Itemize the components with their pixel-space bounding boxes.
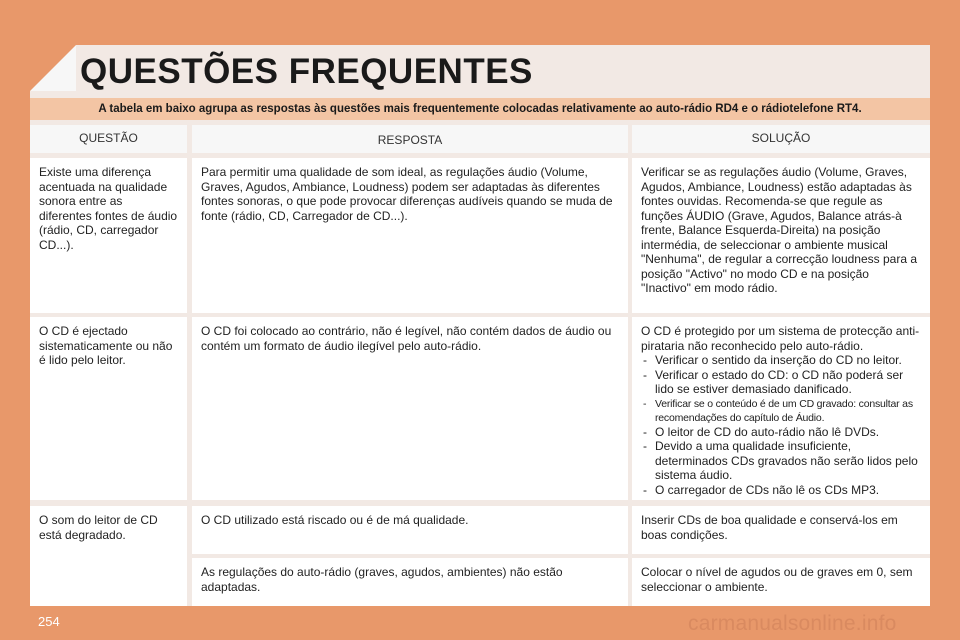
solution-list bbox=[641, 353, 921, 497]
table-row-3-solution-1 bbox=[632, 506, 930, 554]
page-subtitle: A tabela em baixo agrupa as respostas às questões mais frequentemente colocadas relativamente ao auto-rádio RD4 e o rádiotelefone RT4. bbox=[30, 98, 930, 120]
answer-text: As regulações do auto-rádio (graves, agudos, ambientes) não estão adaptadas. bbox=[201, 565, 563, 594]
header-question-label: QUESTÃO bbox=[79, 131, 138, 145]
answer-text: Para permitir uma qualidade de som ideal, as regulações áudio (Volume, Graves, Agudos, Ambiance, Loudness) podem ser adaptadas às diferentes fontes sonoras, o que pode provocar diferenças audíveis quando se muda de fonte (rádio, CD, Carregador de CD...). bbox=[201, 165, 613, 223]
header-solution-label: SOLUÇÃO bbox=[751, 131, 811, 145]
table-row-3-answer-1 bbox=[192, 506, 628, 554]
table-row-1-solution bbox=[632, 158, 930, 313]
solution-text: Inserir CDs de boa qualidade e conservá-los em boas condições. bbox=[641, 513, 898, 542]
question-text: O som do leitor de CD está degradado. bbox=[39, 513, 158, 542]
table-row-2-solution bbox=[632, 317, 930, 500]
header-solution bbox=[632, 125, 930, 153]
answer-text: O CD foi colocado ao contrário, não é legível, não contém dados de áudio ou contém um formato de áudio ilegível pelo auto-rádio. bbox=[201, 324, 612, 353]
question-text: O CD é ejectado sistematicamente ou não é lido pelo leitor. bbox=[39, 324, 173, 367]
list-item: - O leitor de CD do auto-rádio não lê DVDs. bbox=[641, 425, 921, 440]
list-item: - Verificar o estado do CD: o CD não poderá ser lido se estiver demasiado danificado. bbox=[641, 368, 921, 397]
table-row-1-question bbox=[30, 158, 187, 313]
page-title: QUESTÕES FREQUENTES bbox=[80, 52, 533, 91]
watermark: carmanualsonline.info bbox=[688, 612, 897, 635]
header-answer-label: RESPOSTA bbox=[377, 133, 443, 147]
list-item: - Devido a uma qualidade insuficiente, determinados CDs gravados não serão lidos pelo sistema áudio. bbox=[641, 439, 921, 483]
list-item: - O carregador de CDs não lê os CDs MP3. bbox=[641, 483, 921, 498]
solution-text: Verificar se as regulações áudio (Volume, Graves, Agudos, Ambiance, Loudness) estão adaptadas às fontes ouvidas. Recomenda-se que regule as funções ÁUDIO (Grave, Agudos, Balance atrás-à frente, Balance Esquerda-Direita) na posição intermédia, de seleccionar o ambiente musical "Nenhuma", de regular a correcção loudness para a posição "Activo" no modo CD e na posição "Inactivo" em modo rádio. bbox=[641, 165, 918, 295]
header-answer bbox=[192, 125, 628, 153]
solution-text: Colocar o nível de agudos ou de graves em 0, sem seleccionar o ambiente. bbox=[641, 565, 913, 594]
table-row-3-answer-2 bbox=[192, 558, 628, 606]
table-row-3-question bbox=[30, 506, 187, 606]
table-row-2-answer bbox=[192, 317, 628, 500]
list-item: - Verificar o sentido da inserção do CD no leitor. bbox=[641, 353, 921, 368]
page-corner-cut bbox=[30, 45, 76, 91]
question-text: Existe uma diferença acentuada na qualidade sonora entre as diferentes fontes de áudio (rádio, CD, carregador CD...). bbox=[39, 165, 178, 252]
page-number: 254 bbox=[38, 614, 60, 629]
solution-intro: O CD é protegido por um sistema de protecção anti-pirataria não reconhecido pelo auto-rádio. bbox=[641, 324, 920, 353]
answer-text: O CD utilizado está riscado ou é de má qualidade. bbox=[201, 513, 469, 527]
table-row-3-solution-2 bbox=[632, 558, 930, 606]
table-row-1-answer bbox=[192, 158, 628, 313]
header-question bbox=[30, 125, 187, 153]
table-row-2-question bbox=[30, 317, 187, 500]
list-item: - Verificar se o conteúdo é de um CD gravado: consultar as recomendações do capítulo de Áudio. bbox=[641, 397, 921, 425]
